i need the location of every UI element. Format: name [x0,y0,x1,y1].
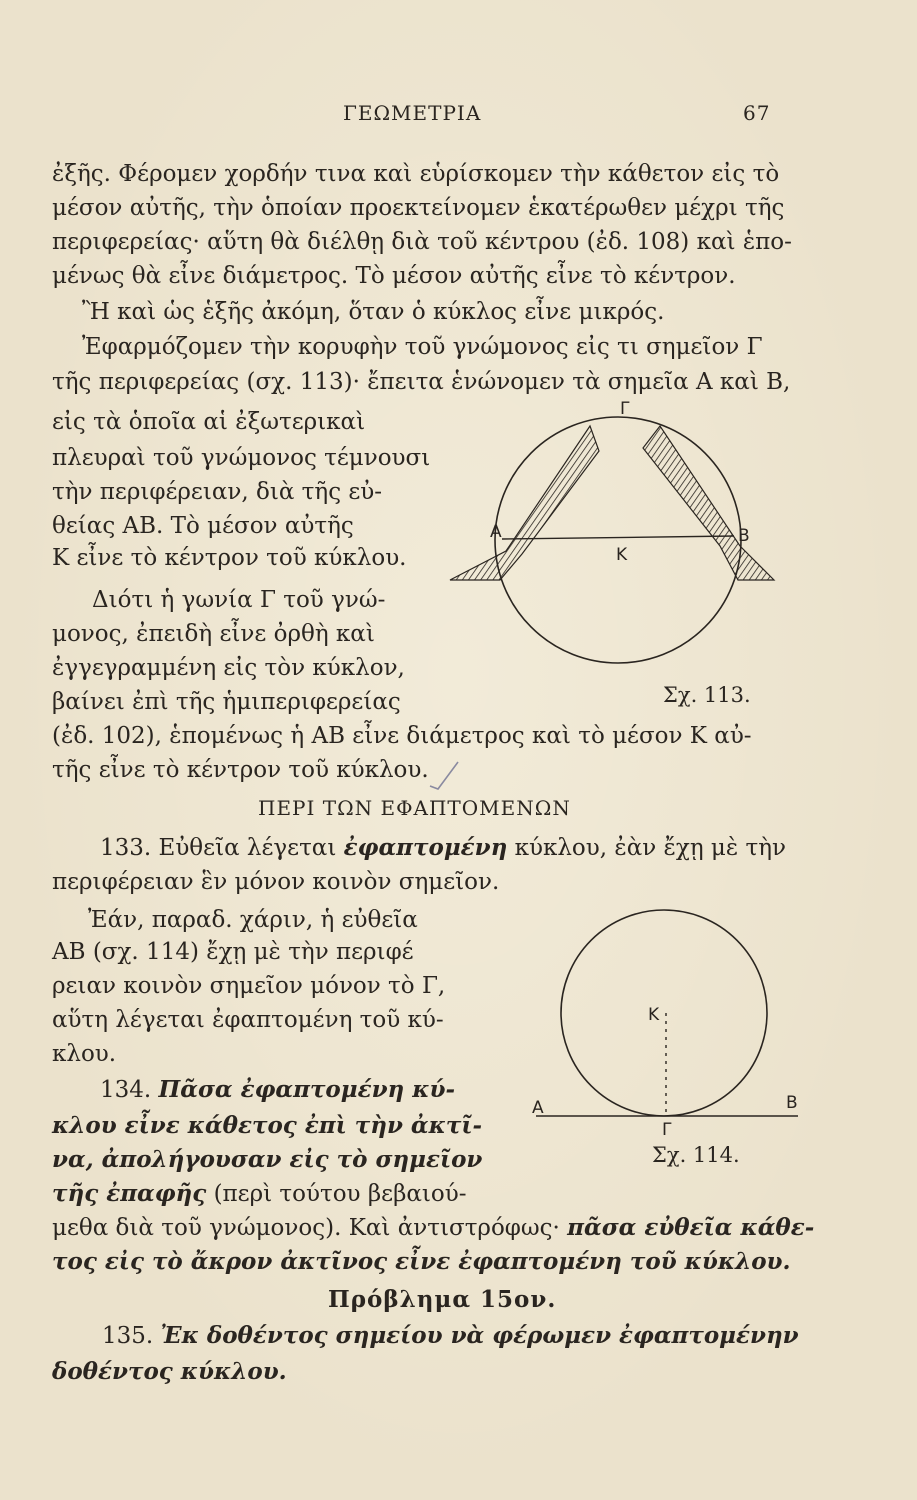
example-line: αὕτη λέγεται ἐφαπτομένη τοῦ κύ- [52,1007,444,1033]
text: κύκλου, ἐὰν ἔχῃ μὲ τὴν [514,835,787,861]
text: Εὐθεῖα λέγεται [158,835,337,861]
label-G: Γ [620,399,630,419]
para1-line: περιφερείας· αὕτη θὰ διέλθῃ διὰ τοῦ κέντρου (ἐδ. 108) καὶ ἑπο- [52,229,792,255]
para4-line: ἐγγεγραμμένη εἰς τὸν κύκλον, [52,655,405,681]
example-line: Ἐάν, παραδ. χάριν, ἡ εὐθεῖα [88,907,418,933]
para133-line1 [100,833,786,863]
para4-line: τῆς εἶνε τὸ κέντρον τοῦ κύκλου. [52,757,429,783]
para134-line1 [100,1075,455,1105]
set-square-right-arm [643,426,774,580]
para2: Ἢ καὶ ὡς ἑξῆς ἀκόμη, ὅταν ὁ κύκλος εἶνε μικρός. [82,299,665,325]
label-B: B [786,1093,798,1113]
para1-line: ἐξῆς. Φέρομεν χορδήν τινα καὶ εὑρίσκομεν τὴν κάθετον εἰς τὸ [52,161,780,187]
term-tangent: ἐφαπτομένη [343,834,508,861]
para3-line: θείας ΑΒ. Τὸ μέσον αὐτῆς [52,513,354,539]
para133-line2: περιφέρειαν ἓν μόνον κοινὸν σημεῖον. [52,869,500,895]
theorem-text: πᾶσα εὐθεῖα κάθε- [567,1214,815,1241]
theorem-line: να, ἀπολήγουσαν εἰς τὸ σημεῖον [52,1146,483,1173]
line-AB [502,536,734,539]
figure-113-caption: Σχ. 113. [663,683,751,707]
theorem-text: τῆς ἐπαφῆς [52,1180,207,1207]
para1-line: μένως θὰ εἶνε διάμετρος. Τὸ μέσον αὐτῆς εἶνε τὸ κέντρον. [52,263,736,289]
para3-line: τῆς περιφερείας (σχ. 113)· ἔπειτα ἑνώνομεν τὰ σημεῖα Α καὶ Β, [52,369,791,395]
para1-line: μέσον αὐτῆς, τὴν ὁποίαν προεκτείνομεν ἑκατέρωθεν μέχρι τῆς [52,195,785,221]
label-A: A [490,522,502,542]
text: (περὶ τούτου βεβαιού- [213,1181,467,1207]
figure-114-caption: Σχ. 114. [652,1143,740,1167]
label-K: K [648,1005,660,1025]
para-number: 135. [102,1323,154,1349]
para134-line4 [52,1179,467,1209]
running-title: ΓΕΩΜΕΤΡΙΑ [343,101,482,125]
para4-line: (ἐδ. 102), ἑπομένως ἡ ΑΒ εἶνε διάμετρος καὶ τὸ μέσον Κ αὐ- [52,723,752,749]
label-G: Γ [662,1120,672,1135]
theorem-line: τος εἰς τὸ ἄκρον ἀκτῖνος εἶνε ἐφαπτομένη τοῦ κύκλου. [52,1248,791,1275]
circle-114 [561,910,767,1116]
para4-line: Διότι ἡ γωνία Γ τοῦ γνώ- [92,587,386,613]
figure-114 [522,905,812,1135]
text: μεθα διὰ τοῦ γνώμονος). Καὶ ἀντιστρόφως· [52,1215,560,1241]
para3-line: εἰς τὰ ὁποῖα αἱ ἐξωτερικαὶ [52,409,366,435]
para4-line: βαίνει ἐπὶ τῆς ἡμιπεριφερείας [52,689,401,715]
theorem-line: κλου εἶνε κάθετος ἐπὶ τὴν ἀκτῖ- [52,1112,483,1139]
problem-text-line2: δοθέντος κύκλου. [52,1358,287,1385]
label-B: B [738,526,750,546]
section-title: ΠΕΡΙ ΤΩΝ ΕΦΑΠΤΟΜΕΝΩΝ [258,796,571,820]
page-number: 67 [743,101,771,125]
set-square-left-arm [450,426,599,580]
para135-line1 [102,1321,799,1351]
example-line: ρειαν κοινὸν σημεῖον μόνον τὸ Γ, [52,973,446,999]
para3-line: πλευραὶ τοῦ γνώμονος τέμνουσι [52,445,431,471]
para3-line: Κ εἶνε τὸ κέντρον τοῦ κύκλου. [52,545,407,571]
label-A: A [532,1098,544,1118]
para134-line5 [52,1213,814,1243]
example-line: κλου. [52,1041,117,1067]
para-number: 134. [100,1077,152,1103]
label-K: K [616,545,628,565]
problem-text: Ἐκ δοθέντος σημείου νὰ φέρωμεν ἐφαπτομένην [160,1322,799,1349]
pencil-check-mark [428,758,462,792]
figure-113 [438,396,788,716]
para-number: 133. [100,835,152,861]
para4-line: μονος, ἐπειδὴ εἶνε ὀρθὴ καὶ [52,621,375,647]
para3-line: τὴν περιφέρειαν, διὰ τῆς εὐ- [52,479,383,505]
example-line: ΑΒ (σχ. 114) ἔχῃ μὲ τὴν περιφέ [52,939,414,965]
theorem-text: Πᾶσα ἐφαπτομένη κύ- [158,1076,456,1103]
problem-title: Πρόβλημα 15ον. [328,1286,557,1313]
para3-line: Ἐφαρμόζομεν τὴν κορυφὴν τοῦ γνώμονος εἰς τι σημεῖον Γ [82,334,763,360]
